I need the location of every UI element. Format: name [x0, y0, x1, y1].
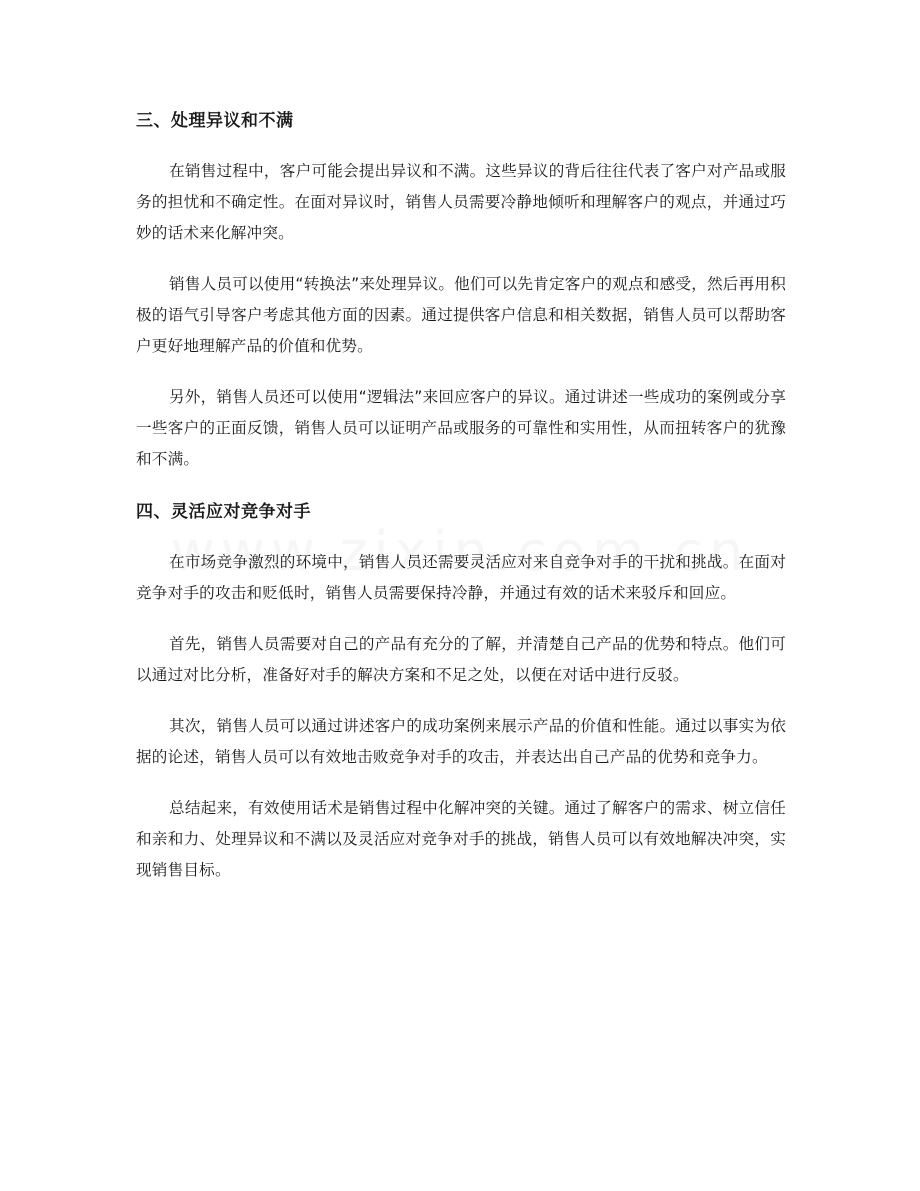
- section-handling-competitors: [136, 495, 786, 886]
- paragraph: 另外，销售人员还可以使用“逻辑法”来回应客户的异议。通过讲述一些成功的案例或分享一些客户的正面反馈，销售人员可以证明产品或服务的可靠性和实用性，从而扭转客户的犹豫和不满。: [136, 388, 786, 468]
- paragraph: 首先，销售人员需要对自己的产品有充分的了解，并清楚自己产品的优势和特点。他们可以通过对比分析，准备好对手的解决方案和不足之处，以便在对话中进行反驳。: [136, 635, 786, 684]
- section-heading: 三、处理异议和不满: [136, 111, 294, 131]
- paragraph: 销售人员可以使用“转换法”来处理异议。他们可以先肯定客户的观点和感受，然后再用积极的语气引导客户考虑其他方面的因素。通过提供客户信息和相关数据，销售人员可以帮助客户更好地理解产品的价值和优势。: [136, 275, 786, 355]
- paragraph: 其次，销售人员可以通过讲述客户的成功案例来展示产品的价值和性能。通过以事实为依据的论述，销售人员可以有效地击败竞争对手的攻击，并表达出自己产品的优势和竞争力。: [136, 717, 786, 766]
- section-heading: 四、灵活应对竞争对手: [136, 502, 311, 522]
- paragraph: 总结起来，有效使用话术是销售过程中化解冲突的关键。通过了解客户的需求、树立信任和亲和力、处理异议和不满以及灵活应对竞争对手的挑战，销售人员可以有效地解决冲突，实现销售目标。: [136, 799, 786, 879]
- section-handling-objections: [136, 104, 786, 475]
- paragraph: 在市场竞争激烈的环境中，销售人员还需要灵活应对来自竞争对手的干扰和挑战。在面对竞争对手的攻击和贬低时，销售人员需要保持冷静，并通过有效的话术来驳斥和回应。: [136, 553, 786, 602]
- paragraph: 在销售过程中，客户可能会提出异议和不满。这些异议的背后往往代表了客户对产品或服务的担忧和不确定性。在面对异议时，销售人员需要冷静地倾听和理解客户的观点，并通过巧妙的话术来化解冲突。: [136, 162, 786, 242]
- document-body: [136, 104, 786, 886]
